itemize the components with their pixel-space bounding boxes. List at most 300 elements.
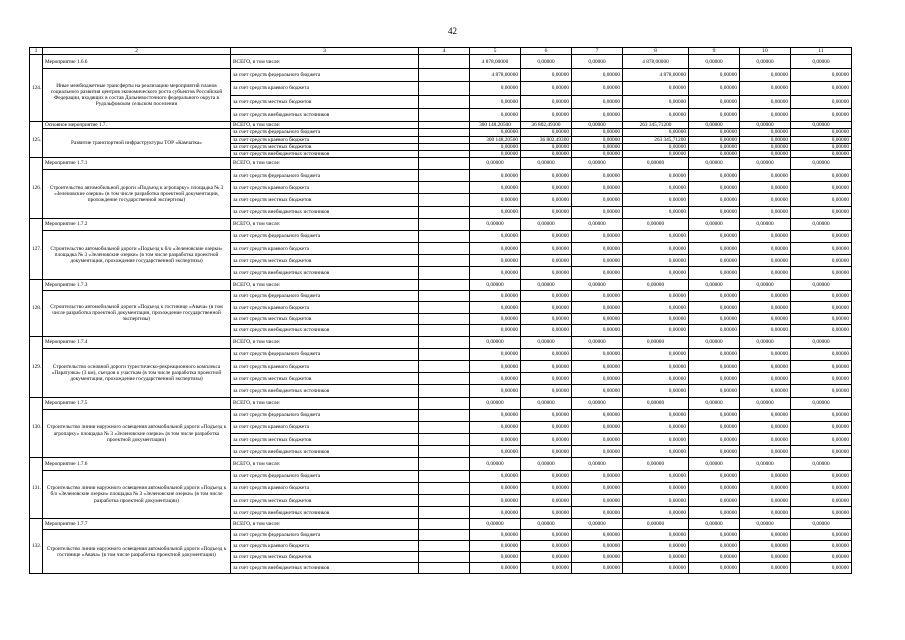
amount-cell: 0,00000 [740,519,791,530]
funding-source: ВСЕГО, в том числе: [231,157,419,169]
measure-description: Строительство автомобильной дороги «Подъезд к гостинице «Авача» (в том числе разработка проектной документации, прохождение государственной экспертизы) [43,291,231,337]
amount-cell: 0,00000 [689,563,740,574]
amount-cell: 0,00000 [521,150,572,157]
funding-source: за счет средств краевого бюджета [231,82,419,95]
row-number: 124. [30,55,43,122]
amount-cell: 0,00000 [740,409,791,421]
amount-cell: 0,00000 [521,143,572,150]
amount-cell: 0,00000 [572,218,623,230]
amount-cell: 0,00000 [623,336,689,348]
amount-cell: 0,00000 [740,541,791,552]
amount-cell: 0,00000 [791,243,852,255]
amount-cell: 0,00000 [791,95,852,108]
amount-cell: 0,00000 [689,206,740,218]
funding-source: за счет средств местных бюджетов [231,143,419,150]
table-row [30,129,852,136]
amount-cell: 0,00000 [689,434,740,446]
header-cell: 11 [791,48,852,55]
column-4-cell [419,385,470,397]
amount-cell: 0,00000 [521,291,572,302]
table-row [30,68,852,81]
table-row [30,348,852,360]
funding-source: за счет средств местных бюджетов [231,95,419,108]
amount-cell: 0,00000 [572,541,623,552]
amount-cell: 0,00000 [689,267,740,279]
amount-cell: 0,00000 [470,507,521,519]
amount-cell: 0,00000 [470,206,521,218]
header-cell: 5 [470,48,521,55]
header-cell: 1 [30,48,43,55]
column-4-cell [419,122,470,129]
funding-source: за счет средств местных бюджетов [231,434,419,446]
column-4-cell [419,530,470,541]
amount-cell: 0,00000 [470,421,521,433]
amount-cell: 0,00000 [470,157,521,169]
funding-source: за счет средств внебюджетных источников [231,446,419,458]
amount-cell: 0,00000 [572,95,623,108]
amount-cell: 0,00000 [470,325,521,336]
amount-cell: 0,00000 [623,169,689,181]
column-4-cell [419,218,470,230]
amount-cell: 0,00000 [623,552,689,563]
measure-title: Мероприятие 1.7.4 [43,336,231,348]
amount-cell: 0,00000 [740,182,791,194]
column-4-cell [419,563,470,574]
amount-cell: 0,00000 [572,495,623,507]
amount-cell: 0,00000 [521,348,572,360]
amount-cell: 0,00000 [572,182,623,194]
amount-cell: 0,00000 [623,325,689,336]
funding-source: за счет средств федерального бюджета [231,169,419,181]
amount-cell: 0,00000 [791,530,852,541]
amount-cell: 0,00000 [470,143,521,150]
amount-cell: 0,00000 [521,108,572,121]
amount-cell: 0,00000 [521,421,572,433]
column-4-cell [419,129,470,136]
amount-cell: 0,00000 [572,313,623,324]
column-4-cell [419,157,470,169]
measure-title: Мероприятие 1.7.6 [43,458,231,470]
amount-cell: 0,00000 [572,421,623,433]
column-4-cell [419,495,470,507]
amount-cell: 0,00000 [791,541,852,552]
amount-cell: 0,00000 [689,279,740,290]
amount-cell: 0,00000 [572,336,623,348]
amount-cell: 0,00000 [521,360,572,372]
funding-source: за счет средств внебюджетных источников [231,507,419,519]
amount-cell: 0,00000 [791,507,852,519]
amount-cell: 0,00000 [572,194,623,206]
amount-cell: 0,00000 [521,470,572,482]
amount-cell: 0,00000 [740,360,791,372]
amount-cell: 0,00000 [623,157,689,169]
measure-title: Мероприятие 1.7.7 [43,519,231,530]
amount-cell: 0,00000 [791,563,852,574]
amount-cell: 0,00000 [572,434,623,446]
amount-cell: 0,00000 [521,446,572,458]
amount-cell: 0,00000 [572,302,623,313]
funding-source: ВСЕГО, в том числе: [231,336,419,348]
funding-source: за счет средств внебюджетных источников [231,150,419,157]
amount-cell: 0,00000 [791,157,852,169]
amount-cell: 0,00000 [791,360,852,372]
amount-cell: 0,00000 [689,336,740,348]
amount-cell: 0,00000 [791,169,852,181]
amount-cell: 0,00000 [521,206,572,218]
funding-source: за счет средств краевого бюджета [231,421,419,433]
amount-cell: 0,00000 [623,218,689,230]
amount-cell: 0,00000 [572,129,623,136]
amount-cell: 0,00000 [521,55,572,68]
amount-cell: 0,00000 [521,194,572,206]
amount-cell: 0,00000 [521,68,572,81]
column-4-cell [419,169,470,181]
amount-cell: 0,00000 [689,182,740,194]
measure-description: Строительство автомобильной дороги «Подъезд к агропарку» площадка № 3 «Зеленовские озерки» (в том числе разработка проектной документации, прохождение государственной экспертизы) [43,169,231,218]
amount-cell: 0,00000 [623,385,689,397]
funding-source: за счет средств местных бюджетов [231,194,419,206]
amount-cell: 0,00000 [689,243,740,255]
amount-cell: 0,00000 [791,218,852,230]
amount-cell: 0,00000 [791,68,852,81]
row-number: 132. [30,519,43,574]
funding-source: ВСЕГО, в том числе: [231,458,419,470]
row-number: 130. [30,397,43,458]
amount-cell: 0,00000 [521,409,572,421]
column-4-cell [419,360,470,372]
amount-cell: 0,00000 [470,218,521,230]
amount-cell: 0,00000 [521,243,572,255]
amount-cell: 0,00000 [623,302,689,313]
header-cell: 4 [419,48,470,55]
measure-description: Строительство основной дороги туристическо-рекреационного комплекса «Паратунка» (3 км), съездов к участкам (в том числе разработка проектной документации, прохождение государственной экспертизы) [43,348,231,397]
funding-source: за счет средств местных бюджетов [231,255,419,267]
amount-cell: 0,00000 [521,325,572,336]
column-4-cell [419,55,470,68]
amount-cell: 0,00000 [740,82,791,95]
amount-cell: 0,00000 [623,95,689,108]
amount-cell: 0,00000 [521,157,572,169]
table-row [30,409,852,421]
amount-cell: 0,00000 [689,157,740,169]
amount-cell: 0,00000 [470,169,521,181]
column-4-cell [419,82,470,95]
amount-cell: 0,00000 [470,336,521,348]
measure-title: Мероприятие 1.7.3 [43,279,231,290]
amount-cell: 0,00000 [740,470,791,482]
funding-source: за счет средств внебюджетных источников [231,267,419,279]
amount-cell: 0,00000 [470,279,521,290]
column-4-cell [419,302,470,313]
amount-cell: 0,00000 [740,150,791,157]
amount-cell: 0,00000 [572,507,623,519]
column-4-cell [419,194,470,206]
amount-cell: 0,00000 [470,302,521,313]
table-body [30,48,852,574]
header-cell: 8 [623,48,689,55]
funding-source: ВСЕГО, в том числе: [231,397,419,409]
amount-cell: 0,00000 [572,373,623,385]
column-4-cell [419,458,470,470]
amount-cell: 0,00000 [623,446,689,458]
amount-cell: 0,00000 [623,482,689,494]
amount-cell: 0,00000 [470,530,521,541]
column-4-cell [419,434,470,446]
amount-cell: 0,00000 [572,360,623,372]
amount-cell: 0,00000 [623,519,689,530]
amount-cell: 0,00000 [623,495,689,507]
amount-cell: 0,00000 [623,313,689,324]
row-number: 125. [30,122,43,157]
amount-cell: 0,00000 [521,255,572,267]
column-4-cell [419,68,470,81]
amount-cell: 0,00000 [689,68,740,81]
amount-cell: 263 345,71200 [623,136,689,143]
amount-cell: 0,00000 [689,470,740,482]
column-4-cell [419,206,470,218]
amount-cell: 0,00000 [791,194,852,206]
amount-cell: 0,00000 [470,385,521,397]
amount-cell: 0,00000 [572,325,623,336]
amount-cell: 0,00000 [521,336,572,348]
amount-cell: 0,00000 [740,563,791,574]
amount-cell: 0,00000 [470,243,521,255]
funding-source: за счет средств краевого бюджета [231,136,419,143]
amount-cell: 0,00000 [740,55,791,68]
funding-source: ВСЕГО, в том числе: [231,279,419,290]
measure-title: Мероприятие 1.7.2 [43,218,231,230]
measure-description: Строительство линии наружного освещения автомобильной дороги «Подъезд к гостинице «Авача» (в том числе разработка проектной документации) [43,530,231,574]
funding-source: за счет средств краевого бюджета [231,243,419,255]
amount-cell: 0,00000 [791,446,852,458]
amount-cell: 0,00000 [623,470,689,482]
amount-cell: 0,00000 [572,108,623,121]
amount-cell: 0,00000 [689,255,740,267]
amount-cell: 0,00000 [689,385,740,397]
amount-cell: 0,00000 [740,291,791,302]
amount-cell: 0,00000 [740,302,791,313]
amount-cell: 0,00000 [521,313,572,324]
amount-cell: 0,00000 [791,255,852,267]
amount-cell: 0,00000 [623,267,689,279]
amount-cell: 0,00000 [689,150,740,157]
funding-source: за счет средств федерального бюджета [231,230,419,242]
amount-cell: 0,00000 [791,495,852,507]
amount-cell: 0,00000 [740,348,791,360]
amount-cell: 0,00000 [572,255,623,267]
measure-description: Иные межбюджетные трансферты на реализацию мероприятий планов социального развития центров экономического роста субъектов Российской Федерации, входящих в состав Дальневосточного федерального округа в Рудольфовском сельском поселении [43,68,231,122]
amount-cell: 0,00000 [521,267,572,279]
column-4-cell [419,279,470,290]
amount-cell: 0,00000 [470,563,521,574]
amount-cell: 0,00000 [521,82,572,95]
amount-cell: 0,00000 [521,218,572,230]
amount-cell: 0,00000 [470,129,521,136]
amount-cell: 0,00000 [572,530,623,541]
amount-cell: 0,00000 [740,136,791,143]
amount-cell: 0,00000 [572,348,623,360]
amount-cell: 0,00000 [470,458,521,470]
amount-cell: 0,00000 [740,157,791,169]
table-row [30,291,852,302]
amount-cell: 0,00000 [470,495,521,507]
amount-cell: 0,00000 [689,397,740,409]
amount-cell: 0,00000 [740,373,791,385]
amount-cell: 0,00000 [470,519,521,530]
amount-cell: 0,00000 [470,552,521,563]
column-4-cell [419,519,470,530]
amount-cell: 0,00000 [740,313,791,324]
amount-cell: 0,00000 [521,552,572,563]
amount-cell: 0,00000 [572,470,623,482]
amount-cell: 0,00000 [689,482,740,494]
amount-cell: 0,00000 [623,397,689,409]
amount-cell: 0,00000 [521,129,572,136]
amount-cell: 36 802,49300 [521,122,572,129]
amount-cell: 0,00000 [740,218,791,230]
amount-cell: 0,00000 [740,169,791,181]
amount-cell: 0,00000 [623,421,689,433]
amount-cell: 0,00000 [689,373,740,385]
column-4-cell [419,136,470,143]
amount-cell: 0,00000 [791,421,852,433]
amount-cell: 0,00000 [740,108,791,121]
amount-cell: 0,00000 [623,348,689,360]
amount-cell: 0,00000 [740,482,791,494]
amount-cell: 0,00000 [740,68,791,81]
funding-source: ВСЕГО, в том числе: [231,218,419,230]
amount-cell: 0,00000 [689,218,740,230]
amount-cell: 0,00000 [689,136,740,143]
amount-cell: 0,00000 [791,409,852,421]
amount-cell: 0,00000 [791,434,852,446]
table-row [30,458,852,470]
amount-cell: 0,00000 [740,122,791,129]
funding-source: за счет средств федерального бюджета [231,291,419,302]
amount-cell: 0,00000 [791,373,852,385]
amount-cell: 0,00000 [623,129,689,136]
amount-cell: 0,00000 [521,373,572,385]
row-number: 129. [30,336,43,397]
amount-cell: 0,00000 [521,302,572,313]
amount-cell: 0,00000 [689,82,740,95]
measure-title: Мероприятие 1.7.1 [43,157,231,169]
amount-cell: 0,00000 [521,482,572,494]
amount-cell: 4 878,00000 [623,68,689,81]
amount-cell: 0,00000 [470,150,521,157]
amount-cell: 0,00000 [470,470,521,482]
column-4-cell [419,373,470,385]
amount-cell: 0,00000 [689,108,740,121]
amount-cell: 4 878,00000 [470,68,521,81]
funding-source: за счет средств внебюджетных источников [231,206,419,218]
amount-cell: 0,00000 [740,143,791,150]
amount-cell: 0,00000 [689,541,740,552]
table-row [30,470,852,482]
amount-cell: 0,00000 [572,68,623,81]
amount-cell: 0,00000 [572,206,623,218]
amount-cell: 0,00000 [740,458,791,470]
amount-cell: 0,00000 [689,302,740,313]
amount-cell: 300 148,20500 [470,136,521,143]
amount-cell: 0,00000 [572,446,623,458]
amount-cell: 0,00000 [689,291,740,302]
amount-cell: 0,00000 [740,421,791,433]
amount-cell: 0,00000 [689,530,740,541]
amount-cell: 0,00000 [470,360,521,372]
column-4-cell [419,421,470,433]
amount-cell: 0,00000 [791,82,852,95]
amount-cell: 0,00000 [572,291,623,302]
funding-source: за счет средств федерального бюджета [231,348,419,360]
amount-cell: 0,00000 [689,409,740,421]
funding-source: за счет средств внебюджетных источников [231,325,419,336]
amount-cell: 0,00000 [623,373,689,385]
column-4-cell [419,409,470,421]
amount-cell: 0,00000 [791,206,852,218]
amount-cell: 0,00000 [689,169,740,181]
column-4-cell [419,397,470,409]
amount-cell: 0,00000 [470,373,521,385]
amount-cell: 0,00000 [740,243,791,255]
amount-cell: 0,00000 [791,291,852,302]
amount-cell: 0,00000 [572,563,623,574]
funding-source: за счет средств внебюджетных источников [231,385,419,397]
row-number: 128. [30,279,43,336]
amount-cell: 0,00000 [791,348,852,360]
page-number: 42 [448,26,457,36]
amount-cell: 0,00000 [689,348,740,360]
amount-cell: 0,00000 [623,230,689,242]
measure-description: Строительство автомобильной дороги «Подъезд к б/о «Зеленовские озерки» площадка № 3 «Зеленовские озерки» (в том числе разработка проектной документации, прохождение государственной экспертизы) [43,230,231,279]
amount-cell: 0,00000 [623,291,689,302]
amount-cell: 0,00000 [470,446,521,458]
amount-cell: 0,00000 [470,194,521,206]
amount-cell: 0,00000 [572,150,623,157]
amount-cell: 300 148,20500 [470,122,521,129]
amount-cell: 0,00000 [791,519,852,530]
amount-cell: 0,00000 [470,397,521,409]
amount-cell: 0,00000 [572,458,623,470]
amount-cell: 0,00000 [623,108,689,121]
amount-cell: 0,00000 [623,530,689,541]
amount-cell: 0,00000 [572,243,623,255]
amount-cell: 0,00000 [521,541,572,552]
column-4-cell [419,267,470,279]
amount-cell: 0,00000 [572,397,623,409]
amount-cell: 0,00000 [791,129,852,136]
amount-cell: 0,00000 [623,150,689,157]
measure-description: Строительство линии наружного освещения автомобильной дороги «Подъезд к агропарку» площадка № 3 «Зеленовские озерки» (в том числе разработка проектной документации) [43,409,231,458]
amount-cell: 0,00000 [572,169,623,181]
amount-cell: 0,00000 [689,313,740,324]
amount-cell: 0,00000 [689,143,740,150]
column-4-cell [419,255,470,267]
amount-cell: 0,00000 [740,507,791,519]
table-row [30,169,852,181]
column-4-cell [419,336,470,348]
amount-cell: 0,00000 [572,157,623,169]
funding-source: за счет средств местных бюджетов [231,313,419,324]
amount-cell: 0,00000 [689,421,740,433]
amount-cell: 0,00000 [470,255,521,267]
measure-title: Мероприятие 1.7.5 [43,397,231,409]
amount-cell: 0,00000 [572,82,623,95]
table-row [30,218,852,230]
amount-cell: 0,00000 [623,206,689,218]
amount-cell: 0,00000 [740,194,791,206]
table-row [30,336,852,348]
